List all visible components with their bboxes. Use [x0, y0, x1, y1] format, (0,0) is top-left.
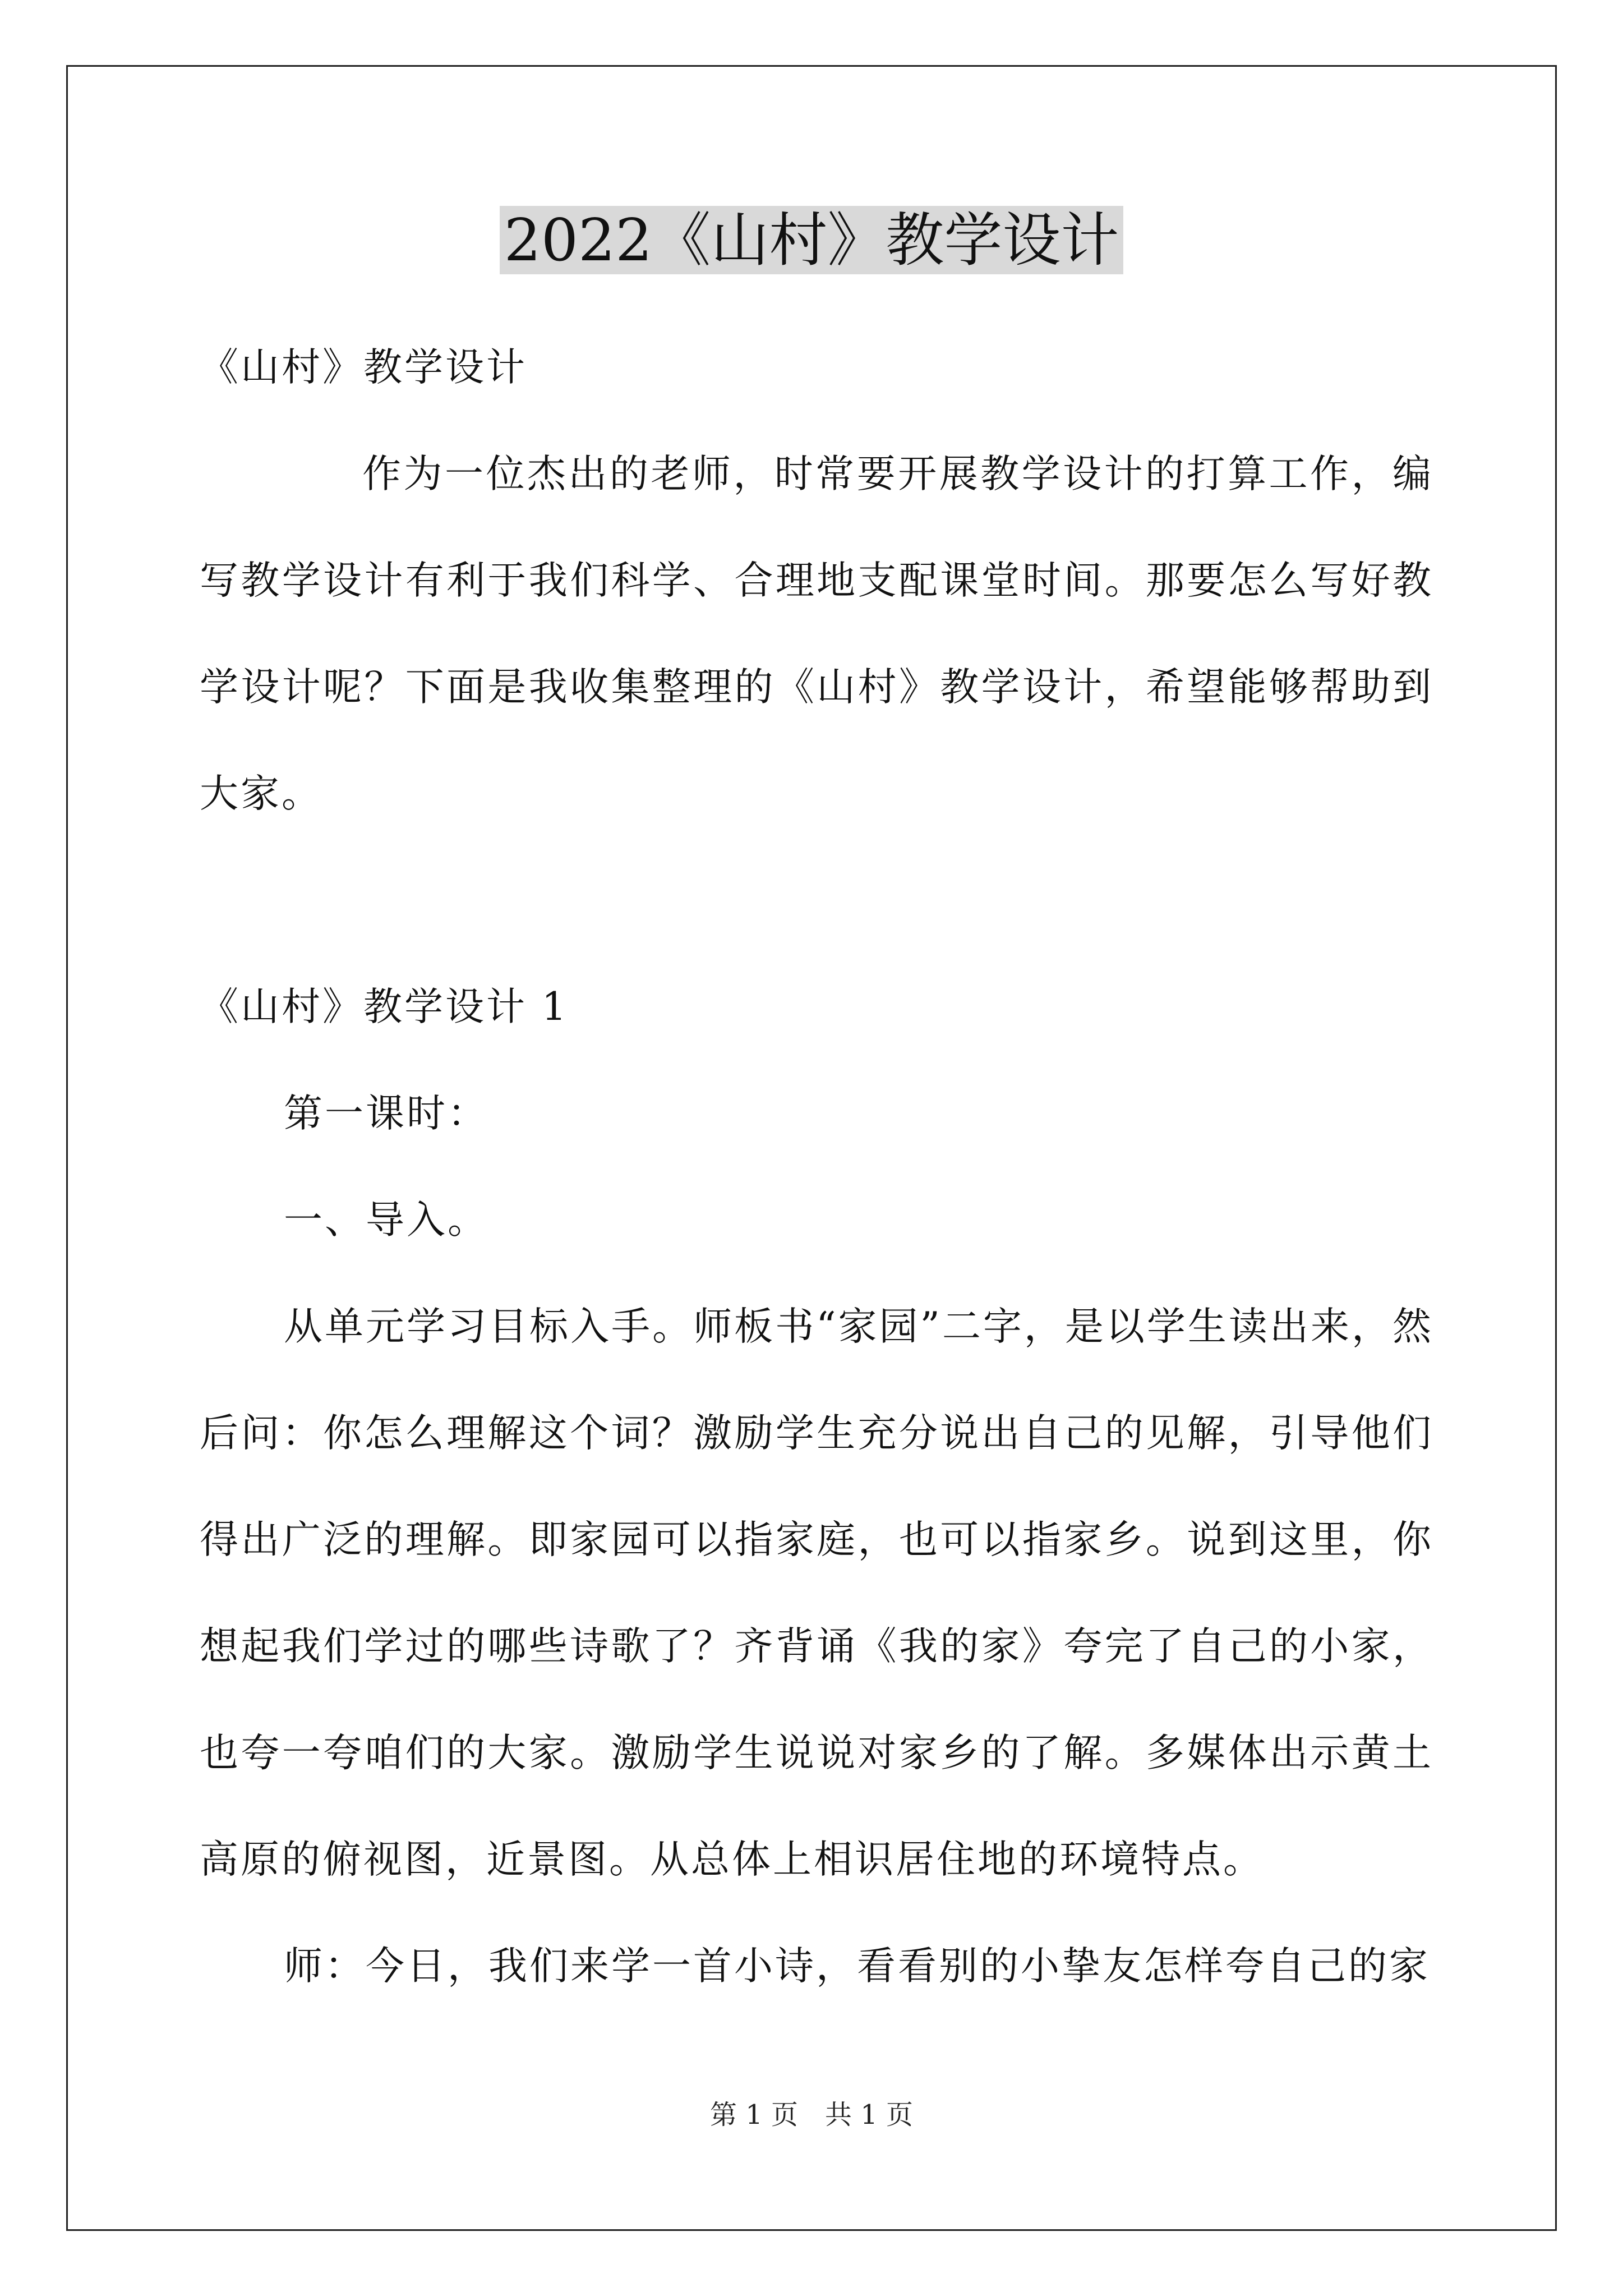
- page-footer: [0, 2098, 1623, 2132]
- body-paragraph: 师：今日，我们来学一首小诗，看看别的小挚友怎样夸自己的家: [284, 1944, 1430, 1989]
- lesson-label: 第一课时：: [284, 1091, 488, 1136]
- step-label: 一、导入。: [284, 1198, 488, 1243]
- intro-paragraph: 作为一位杰出的老师，时常要开展教学设计的打算工作，编写教学设计有利于我们科学、合理地支配课堂时间。那要怎么写好教学设计呢？下面是我收集整理的《山村》教学设计，希望能够帮助到大家。: [200, 452, 1433, 816]
- body-paragraph: 从单元学习目标入手。师板书“家园”二字，是以学生读出来，然后问：你怎么理解这个词？激励学生充分说出自己的见解，引导他们得出广泛的理解。即家园可以指家庭，也可以指家乡。说到这里，你想起我们学过的哪些诗歌了？齐背诵《我的家》夸完了自己的小家，也夸一夸咱们的大家。激励学生说说对家乡的了解。多媒体出示黄土高原的俯视图，近景图。从总体上相识居住地的环境特点。: [200, 1304, 1433, 1882]
- subtitle: 《山村》教学设计: [200, 345, 527, 390]
- spacer: [200, 847, 1433, 954]
- document-body: [200, 314, 1433, 2019]
- section-heading: 《山村》教学设计 1: [200, 984, 569, 1029]
- page-number: 第 1 页 共 1 页: [709, 2099, 914, 2131]
- title-text: 2022《山村》教学设计: [500, 206, 1124, 274]
- document-title: [0, 201, 1623, 279]
